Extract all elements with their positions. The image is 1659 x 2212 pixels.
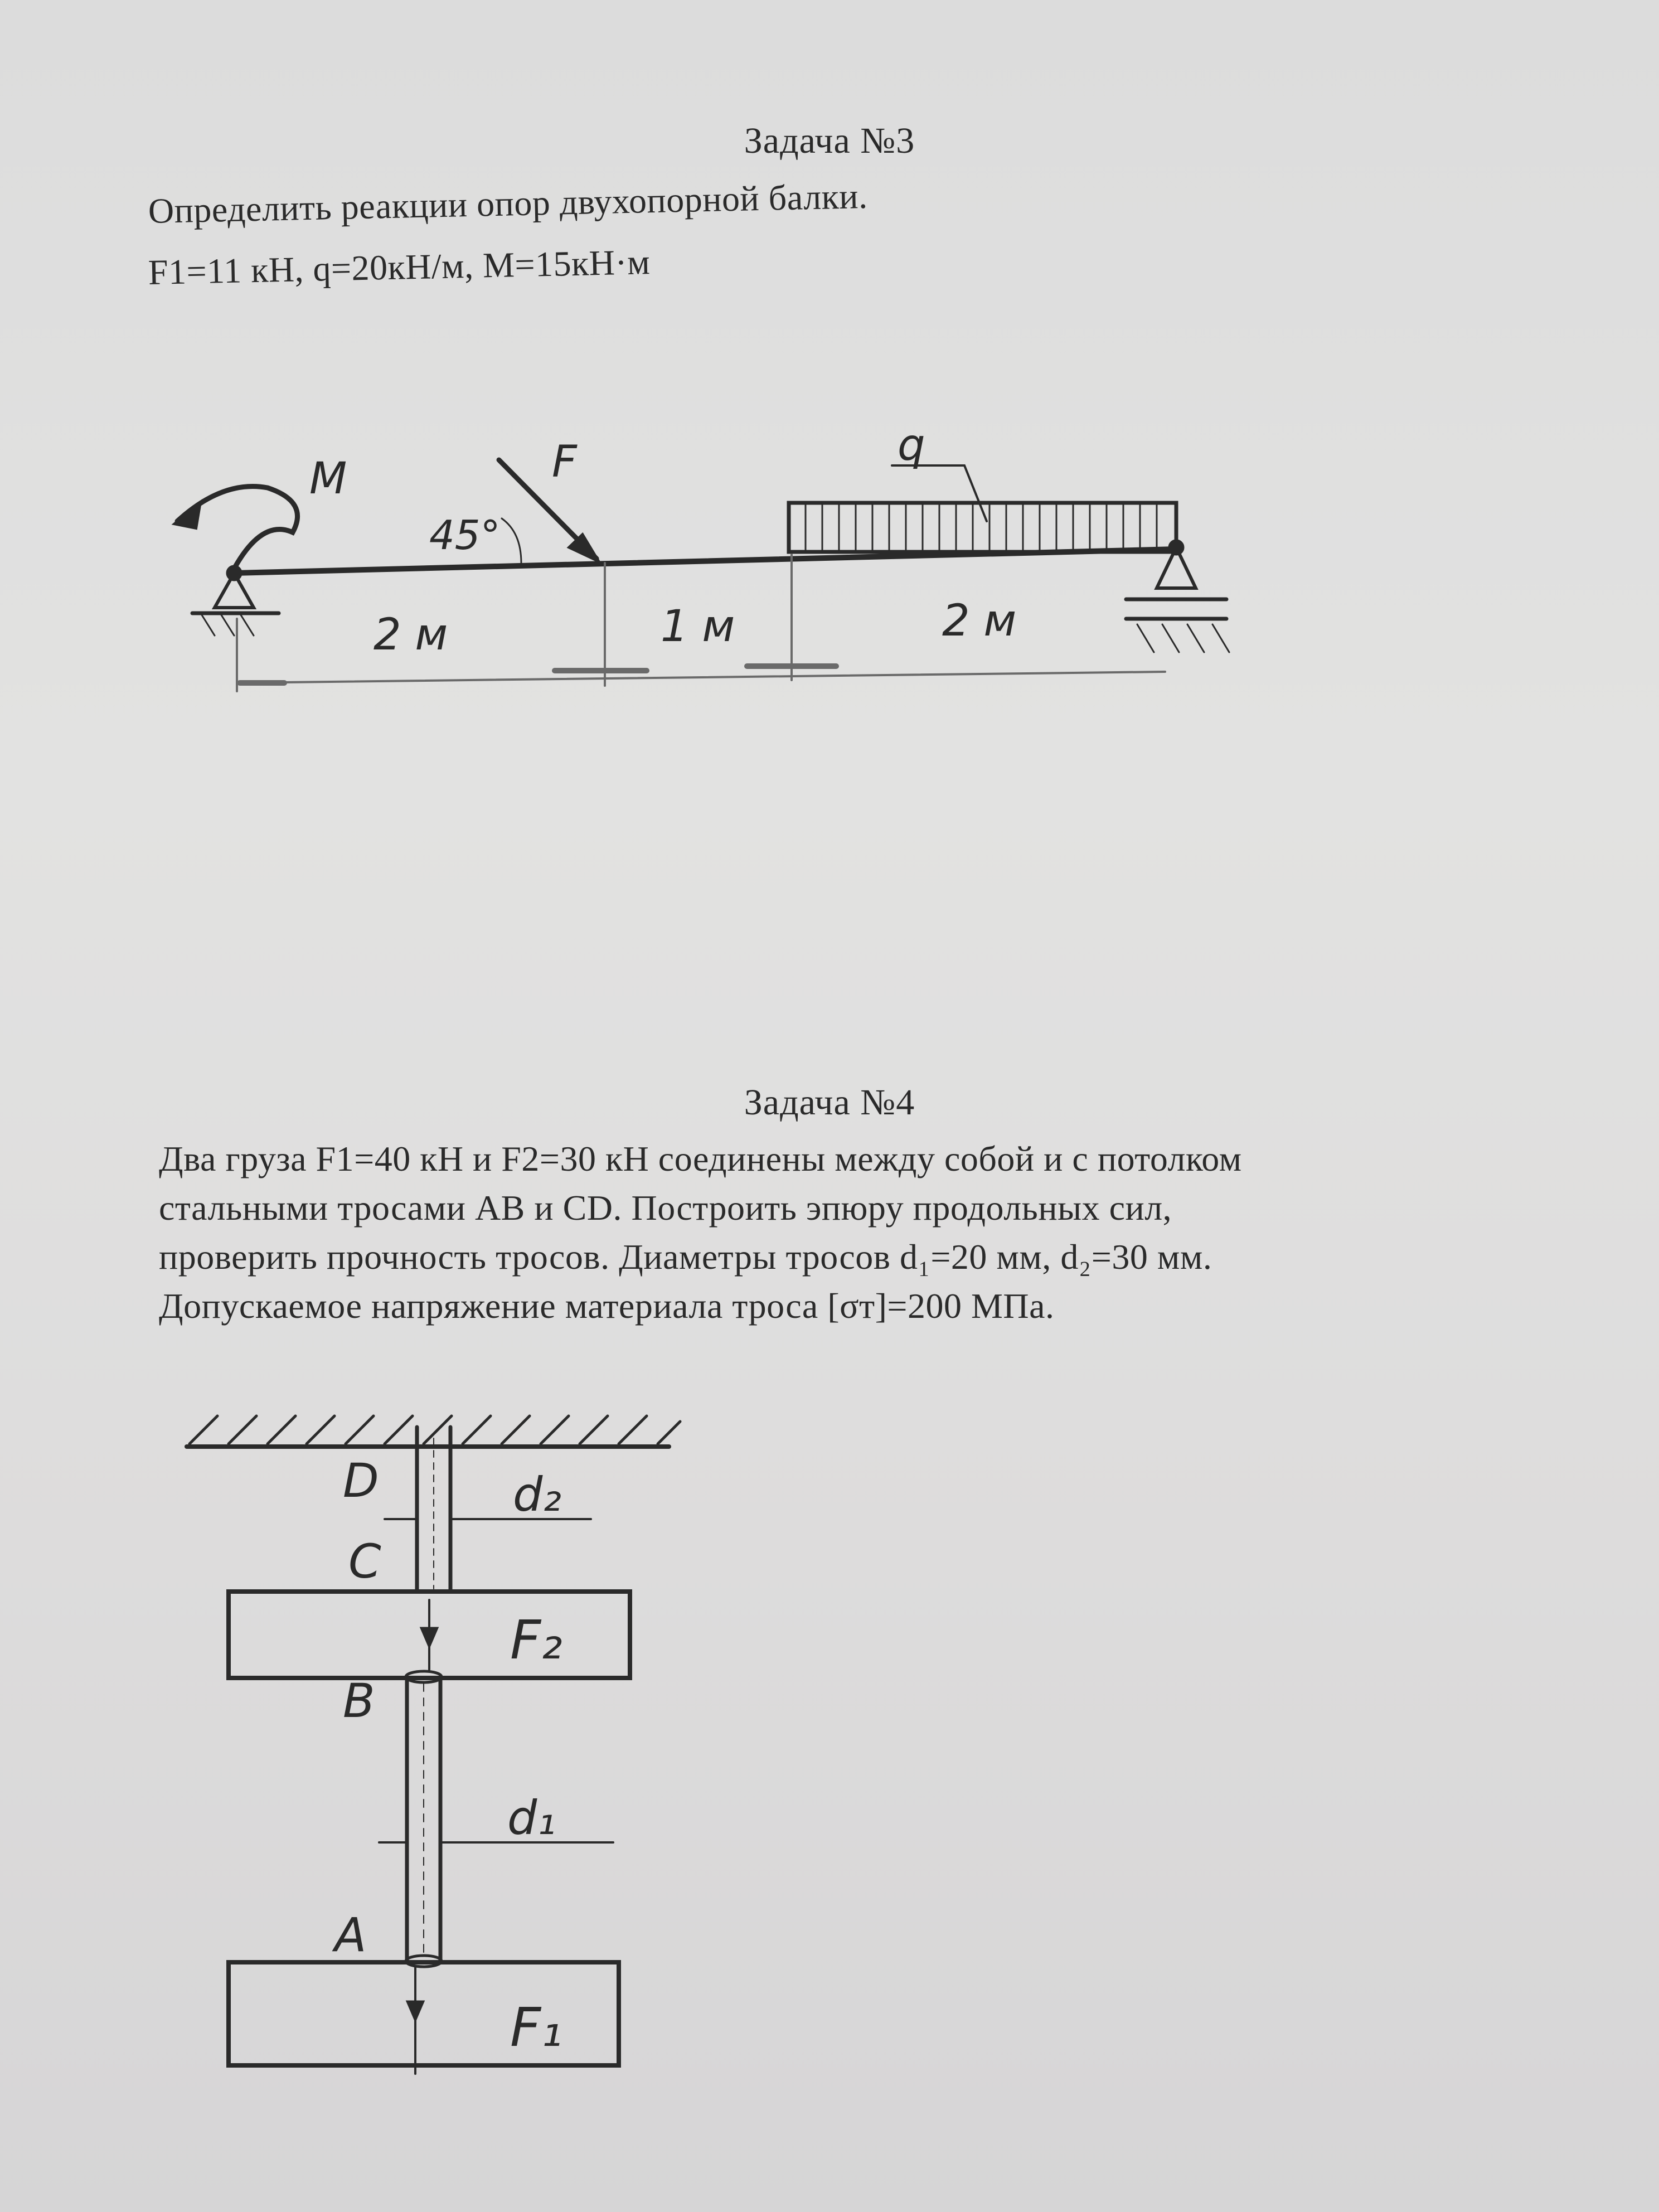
problem4-line-4: Допускаемое напряжение материала троса [σт]=200 МПа.	[159, 1286, 1055, 1326]
point-d-label: D	[343, 1453, 379, 1508]
moment-label: M	[309, 454, 347, 504]
problem3-title: Задача №3	[744, 120, 915, 161]
weight-f1-label: F₁	[510, 1996, 562, 2059]
problem3-givens: F1=11 кН, q=20кН/м, M=15кН·м	[148, 242, 651, 292]
point-c-label: C	[348, 1534, 381, 1589]
diameter-d1-label: d₁	[507, 1791, 556, 1845]
problem4-line-1: Два груза F1=40 кН и F2=30 кН соединены между собой и с потолком	[159, 1139, 1242, 1178]
diameter-d2-label: d₂	[513, 1467, 561, 1522]
force-label: F	[552, 437, 577, 487]
weight-f1-arrow-icon	[407, 2001, 424, 2021]
point-b-label: B	[343, 1673, 375, 1728]
weight-f2-label: F₂	[510, 1609, 562, 1671]
ceiling-hatching	[190, 1416, 680, 1444]
span-2-label: 1 м	[661, 601, 735, 652]
point-a-label: A	[334, 1908, 367, 1962]
span-1-label: 2 м	[373, 610, 448, 660]
span-3-label: 2 м	[942, 596, 1017, 646]
angle-label: 45°	[429, 512, 501, 559]
problem4-title: Задача №4	[744, 1082, 915, 1123]
problem4-line-2: стальными тросами AB и CD. Построить эпюру продольных сил,	[159, 1188, 1172, 1228]
problem4-line-3: проверить прочность тросов. Диаметры тросов d₁=20 мм, d₂=30 мм.	[159, 1237, 1212, 1277]
problem3-statement: Определить реакции опор двухопорной балки.	[148, 176, 869, 231]
weight-f2-arrow-icon	[421, 1628, 438, 1647]
load-label: q	[898, 420, 925, 470]
